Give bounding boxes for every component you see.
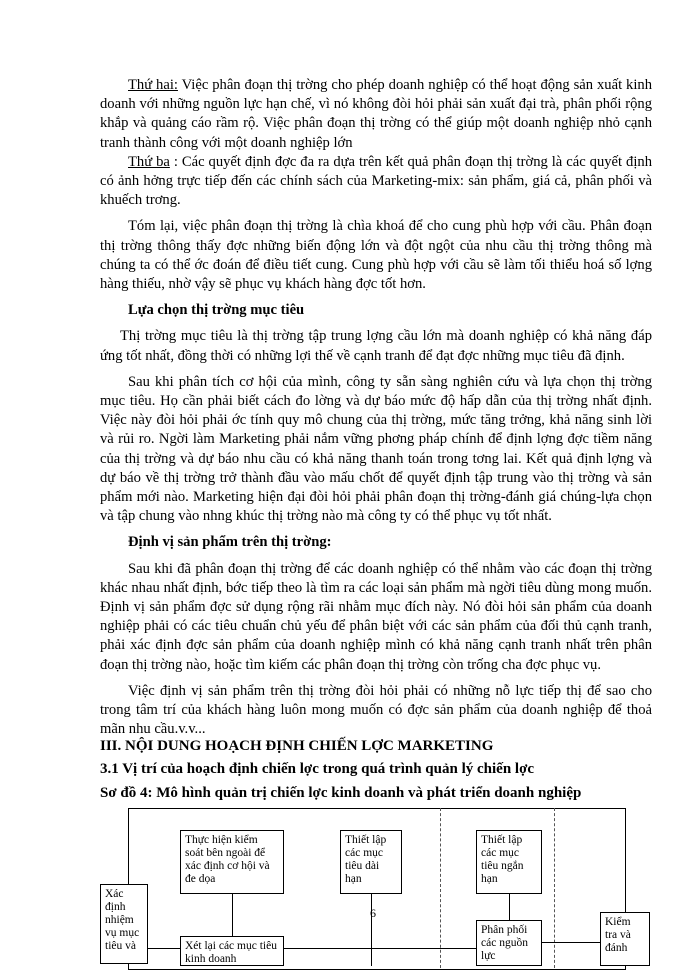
paragraph-segmentation: Sau khi đã phân đoạn thị trờng để các doanh nghiệp có thể nhằm vào các đoạn thị trờng khác nhau nhất định, bớc tiếp theo là tìm ra các loại sản phẩm mà ngời tiêu dùng mong muốn. Định vị sản phẩm đợc sử dụng rộng rãi nhằm mục đích này. Nó đòi hỏi sản phẩm của doanh nghiệp phải có các tiêu chuẩn chủ yếu để phân biệt với các sản phẩm của đối thủ cạnh tranh, phải xác định đợc sản phẩm của doanh nghiệp mình có khả năng cạnh tranh nhất trên phân đoạn thị trờng nào, hoặc tìm kiếm các phân đoạn thị trờng còn trống cha đợc phục vụ. — [100, 560, 652, 673]
box-review-goals: Xét lại các mục tiêu kinh doanh — [180, 936, 284, 966]
connector-allocate-check — [542, 942, 600, 943]
label-second: Thứ hai: — [128, 77, 178, 93]
paragraph-third — [100, 153, 652, 211]
divider-line-left — [440, 808, 441, 968]
box-mission: Xác định nhiệm vụ mục tiêu và — [100, 884, 148, 964]
heading-positioning: Định vị sản phẩm trên thị trờng: — [128, 534, 332, 551]
section-heading — [100, 738, 493, 755]
body-text-block-1 — [100, 76, 652, 740]
section-title: NỘI DUNG HOẠCH ĐỊNH CHIẾN LỢC MARKETING — [121, 738, 494, 754]
paragraph-third-text: : Các quyết định đợc đa ra dựa trên kết quả phân đoạn thị trờng là các quyết định có ảnh hởng trực tiếp đến các chính sách của Marketing-mix: sản phẩm, giá cả, phân phối và khuếch trơng. — [100, 153, 652, 209]
box-check-evaluate: Kiểm tra và đánh — [600, 912, 650, 966]
connector-review-allocate — [284, 948, 476, 949]
connector-shortterm-allocate — [509, 894, 510, 920]
box-short-term-goals: Thiết lập các mục tiêu ngắn hạn — [476, 830, 542, 894]
subsection-number: 3.1 — [100, 761, 119, 777]
page-number: 6 — [370, 906, 376, 920]
diagram-title-text: Sơ đồ 4: Mô hình quản trị chiến lợc kinh doanh và phát triển doanh nghiệp — [100, 785, 582, 801]
strategy-diagram — [0, 800, 700, 965]
paragraph-second-text: Việc phân đoạn thị trờng cho phép doanh nghiệp có thể hoạt động sản xuất kinh doanh với những nguồn lực hạn chế, vì nó không đòi hỏi phải sản xuất đại trà, phân phối rộng khắp và quảng cáo rầm rộ. Việc phân đoạn thị trờng có thể giúp một doanh nghiệp nhỏ cạnh tranh thành công với một doanh nghiệp lớn — [100, 77, 653, 151]
divider-line-right — [554, 808, 555, 968]
connector-external-review — [232, 894, 233, 936]
label-third: Thứ ba — [128, 153, 170, 170]
connector-mission-review — [148, 948, 180, 949]
box-allocate-resources: Phân phối các nguồn lực — [476, 920, 542, 966]
paragraph-analysis: Sau khi phân tích cơ hội của mình, công ty sẵn sàng nghiên cứu và lựa chọn thị trờng mục tiêu. Họ cần phải biết cách đo lờng và dự báo mức độ hấp dẫn của thị trờng nhất định. Việc này đòi hỏi phải ớc tính quy mô chung của thị trờng, mức tăng trởng, khả năng sinh lời và rủi ro. Ngời làm Marketing phải nắm vững phơng pháp chính để định lợng đợc tiềm năng của thị trờng và dự báo nhu cầu có khả năng thanh toán trong tơng lai. Kết quả định lợng và dự báo về thị trờng trở thành đầu vào mấu chốt để quyết định tập trung vào thị trờng và sản phẩm mới nào. Marketing hiện đại đòi hỏi phải phân đoạn thị trờng-đánh giá chúng-lựa chọn và tập chung vào nhng khúc thị trờng nào mà công ty có thể phục vụ tốt nhất. — [100, 373, 652, 525]
paragraph-conclusion: Tóm lại, việc phân đoạn thị trờng là chìa khoá để cho cung phù hợp với cầu. Phân đoạn thị trờng thông thấy đợc những biến động lớn và đột ngột của nhu cầu thị trờng thông mà chúng ta có thể ớc đoán để điều tiết cung. Cung phù hợp với cầu sẽ làm tối thiểu hoá số lợng hàng thiếu, nhờ vậy sẽ phục vụ khách hàng đợc tốt hơn. — [100, 218, 652, 293]
paragraph-positioning: Việc định vị sản phẩm trên thị trờng đòi hỏi phải có những nỗ lực tiếp thị để sao cho trong tâm trí của khách hàng luôn mong muốn có đợc sản phẩm của doanh nghiệp để thoả mãn nhu cầu.v.v... — [100, 682, 652, 738]
section-number: III. — [100, 738, 122, 754]
subsection-title: Vị trí của hoạch định chiến lợc trong quá trình quản lý chiến lợc — [118, 761, 535, 777]
box-external-audit: Thực hiện kiểm soát bên ngoài để xác định cơ hội và đe dọa — [180, 830, 284, 894]
subsection-heading — [100, 761, 534, 778]
connector-longterm-down — [371, 894, 372, 966]
box-long-term-goals: Thiết lập các mục tiêu dài hạn — [340, 830, 402, 894]
paragraph-target-market: Thị trờng mục tiêu là thị trờng tập trung lợng cầu lớn mà doanh nghiệp có khả năng đáp ứng tốt nhất, đồng thời có những lợi thế về cạnh tranh để đạt đợc những mục tiêu đã định. — [100, 328, 652, 364]
heading-target-market: Lựa chọn thị trờng mục tiêu — [128, 302, 305, 319]
paragraph-second — [100, 76, 652, 153]
